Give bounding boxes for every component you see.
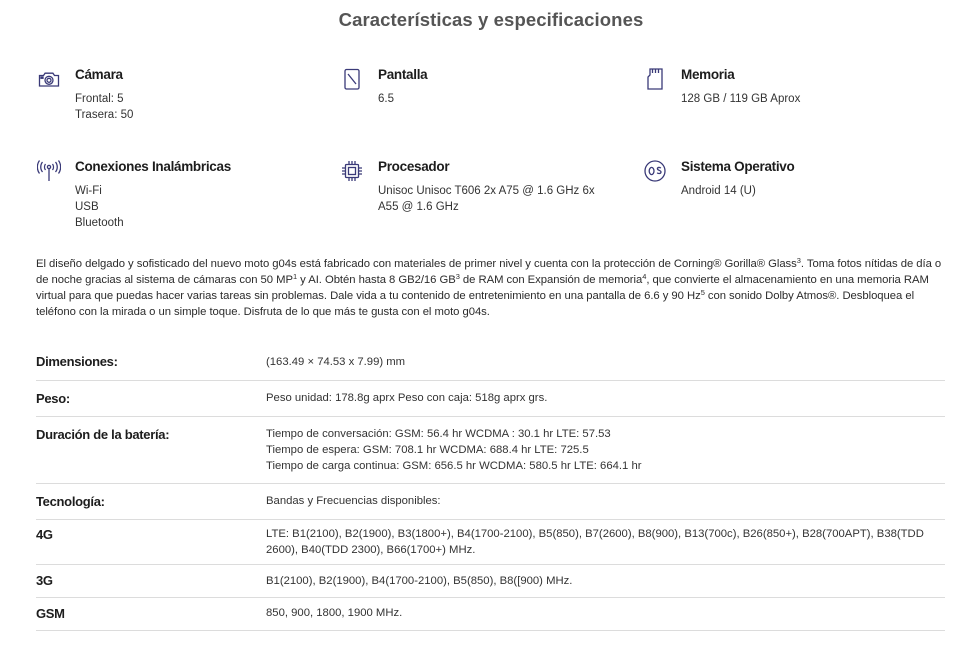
feature-value: 6.5 — [378, 93, 394, 105]
os-icon — [643, 159, 667, 183]
spec-label: 3G — [36, 573, 53, 588]
feature-title: Pantalla — [378, 67, 428, 82]
description-text: . Toma fotos nítidas de día o de noche gracias al sistema de cámaras con 50 MP — [36, 258, 942, 286]
camera-icon — [37, 67, 61, 91]
memory-card-icon — [643, 67, 667, 91]
feature-title: Sistema Operativo — [681, 159, 795, 174]
screen-icon — [340, 67, 364, 91]
spec-value: (163.49 × 74.53 x 7.99) mm — [266, 356, 406, 368]
spec-value: LTE: B1(2100), B2(1900), B3(1800+), B4(1700-2100), B5(850), B7(2600), B8(900), B13(700c), B26(850+), B28(700APT), B38(TDD 2600), B40(TDD 2300), B66(1700+) MHz. — [266, 528, 924, 556]
footnote-marker: 3 — [796, 256, 801, 265]
spec-row-dimensions — [36, 344, 945, 381]
spec-value: Tiempo de espera: GSM: 708.1 hr WCDMA: 688.4 hr LTE: 725.5 — [266, 444, 589, 456]
feature-title: Conexiones Inalámbricas — [75, 159, 231, 174]
spec-label: Peso: — [36, 391, 70, 406]
specs-table — [36, 344, 945, 631]
spec-row-battery — [36, 417, 945, 484]
feature-value: USB — [75, 201, 99, 213]
feature-value: Unisoc Unisoc T606 2x A75 @ 1.6 GHz 6x A55 @ 1.6 GHz — [378, 185, 595, 213]
spec-label: Tecnología: — [36, 494, 105, 509]
footnote-marker: 3 — [455, 272, 460, 281]
processor-chip-icon — [340, 159, 364, 183]
spec-value: Peso unidad: 178.8g aprx Peso con caja: 518g aprx grs. — [266, 392, 548, 404]
footnote-marker: 1 — [292, 272, 298, 281]
feature-value: Trasera: 50 — [75, 109, 134, 121]
spec-label: 4G — [36, 527, 53, 542]
footnote-marker: 5 — [700, 288, 705, 297]
feature-value: 128 GB / 119 GB Aprox — [681, 93, 801, 105]
spec-label: Dimensiones: — [36, 354, 118, 369]
description-text: de RAM con Expansión de memoria — [459, 274, 643, 286]
spec-value: 850, 900, 1800, 1900 MHz. — [266, 607, 403, 619]
description-text: con sonido Dolby Atmos®. Desbloquea el teléfono con la mirada o un simple toque. Disfruta de lo que más te gusta con el moto g04s. — [36, 290, 915, 318]
spec-row-weight — [36, 381, 945, 417]
feature-value: Android 14 (U) — [681, 185, 756, 197]
product-description — [36, 256, 946, 320]
feature-value: Frontal: 5 — [75, 93, 124, 105]
description-text: y AI. Obtén hasta 8 GB2/16 GB — [297, 274, 456, 286]
description-text: El diseño delgado y sofisticado del nuevo moto g04s está fabricado con materiales de primer nivel y cuenta con la protección de Corning® Gorilla® Glass — [36, 258, 797, 270]
spec-value: Tiempo de conversación: GSM: 56.4 hr WCDMA : 30.1 hr LTE: 57.53 — [266, 428, 611, 440]
feature-title: Memoria — [681, 67, 735, 82]
spec-value: B1(2100), B2(1900), B4(1700-2100), B5(850), B8([900) MHz. — [266, 575, 573, 587]
page-title: Características y especificaciones — [338, 9, 644, 30]
spec-row-4g — [36, 520, 945, 565]
description-text: , que convierte el almacenamiento en una memoria RAM virtual para que puedas hacer varias tareas sin problemas. Dale vida a tu contenido de entretenimiento en una pantalla de 6.6 y 90 Hz — [36, 274, 929, 302]
feature-value: Bluetooth — [75, 217, 124, 229]
feature-value: Wi-Fi — [75, 185, 102, 197]
spec-label: Duración de la batería: — [36, 427, 170, 442]
spec-row-technology — [36, 484, 945, 520]
spec-row-3g — [36, 565, 945, 598]
feature-title: Cámara — [75, 67, 123, 82]
feature-title: Procesador — [378, 159, 450, 174]
footnote-marker: 4 — [642, 272, 647, 281]
wireless-antenna-icon — [37, 159, 61, 183]
spec-label: GSM — [36, 606, 65, 621]
spec-value: Bandas y Frecuencias disponibles: — [266, 495, 441, 507]
spec-value: Tiempo de carga continua: GSM: 656.5 hr WCDMA: 580.5 hr LTE: 664.1 hr — [266, 460, 642, 472]
spec-row-gsm — [36, 598, 945, 631]
